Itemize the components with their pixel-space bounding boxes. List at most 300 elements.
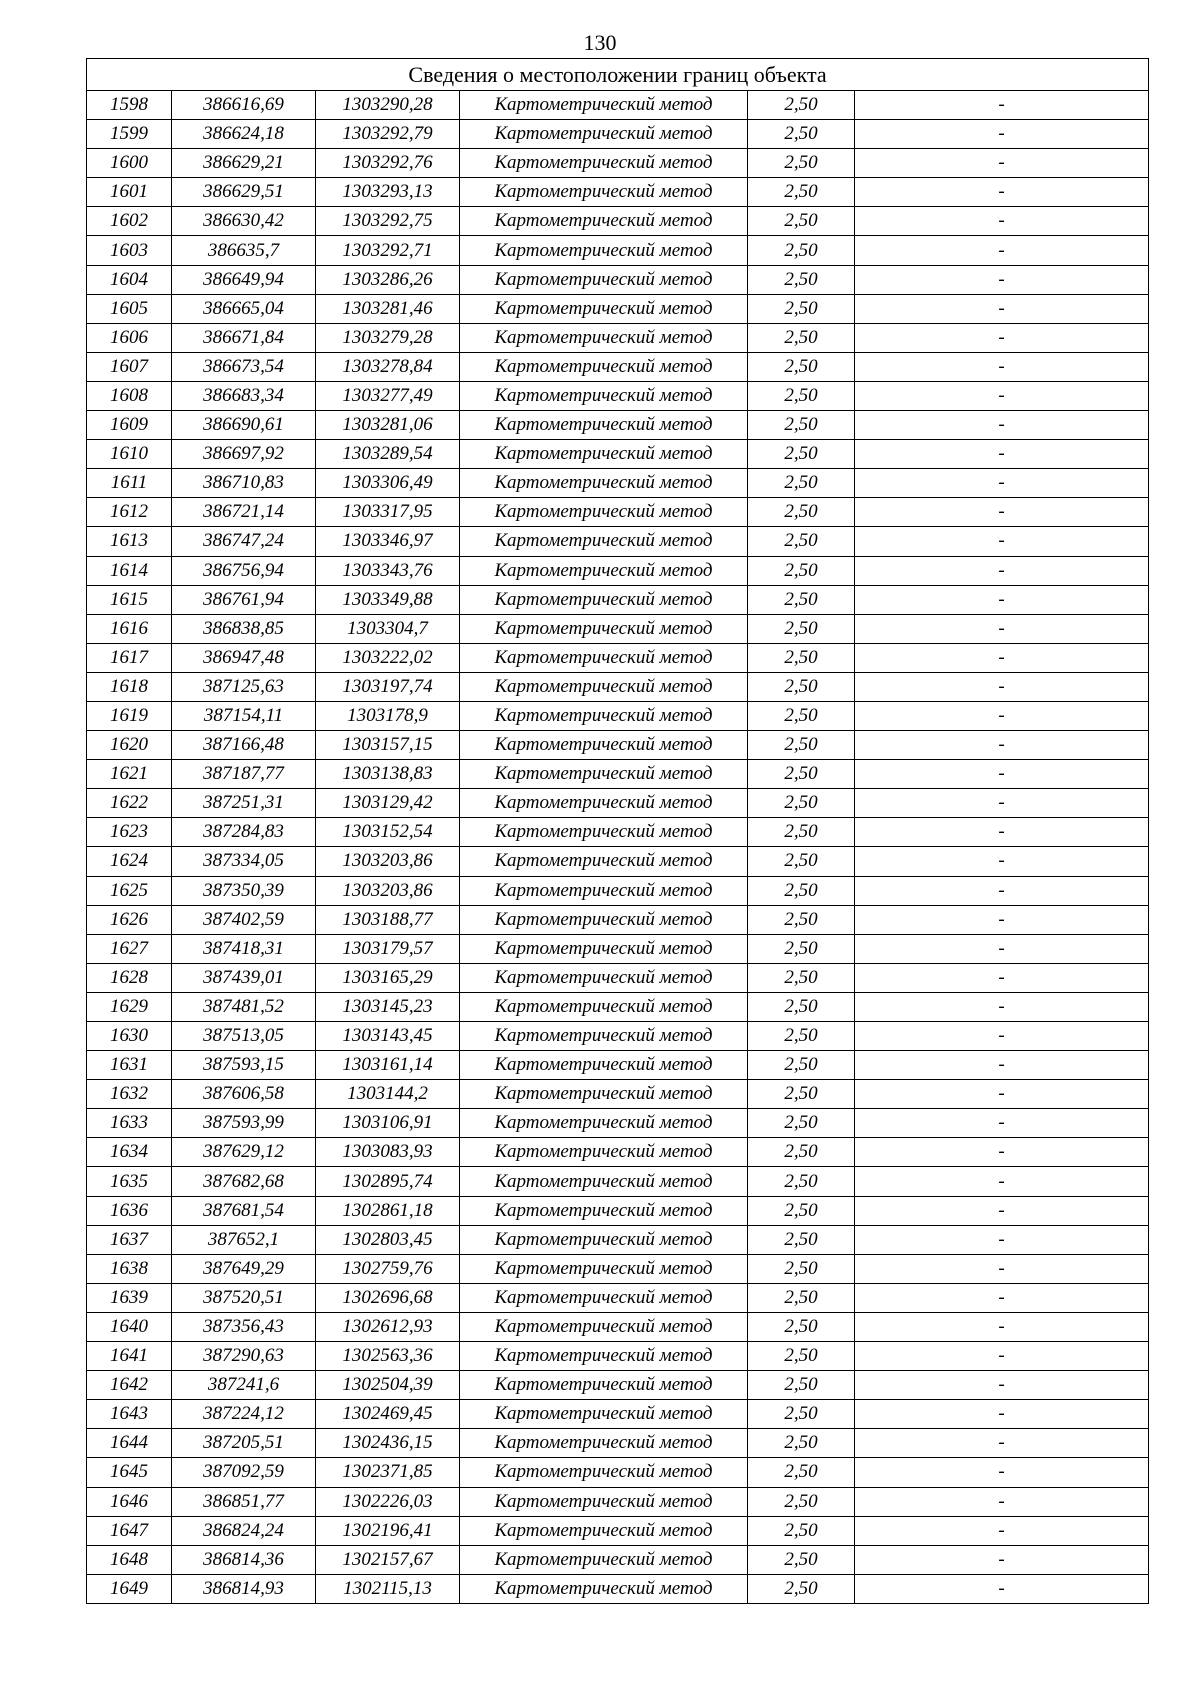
method-cell: Картометрический метод [460,498,748,527]
accuracy-cell: 2,50 [748,352,855,381]
table-row [87,381,1149,410]
method-cell: Картометрический метод [460,294,748,323]
description-cell: - [855,527,1149,556]
x-coordinate-cell: 387481,52 [172,992,316,1021]
method-cell: Картометрический метод [460,1487,748,1516]
x-coordinate-cell: 386673,54 [172,352,316,381]
method-cell: Картометрический метод [460,1458,748,1487]
description-cell: - [855,789,1149,818]
description-cell: - [855,672,1149,701]
method-cell: Картометрический метод [460,905,748,934]
method-cell: Картометрический метод [460,701,748,730]
table-title: Сведения о местоположении границ объекта [87,59,1149,91]
description-cell: - [855,381,1149,410]
point-number-cell: 1629 [87,992,172,1021]
y-coordinate-cell: 1302504,39 [316,1371,460,1400]
accuracy-cell: 2,50 [748,789,855,818]
table-row [87,1167,1149,1196]
accuracy-cell: 2,50 [748,178,855,207]
x-coordinate-cell: 387682,68 [172,1167,316,1196]
description-cell: - [855,1138,1149,1167]
table-row [87,934,1149,963]
y-coordinate-cell: 1303188,77 [316,905,460,934]
table-row [87,1312,1149,1341]
accuracy-cell: 2,50 [748,556,855,585]
x-coordinate-cell: 387334,05 [172,847,316,876]
method-cell: Картометрический метод [460,1429,748,1458]
x-coordinate-cell: 387154,11 [172,701,316,730]
x-coordinate-cell: 387513,05 [172,1022,316,1051]
y-coordinate-cell: 1303317,95 [316,498,460,527]
table-row [87,1487,1149,1516]
description-cell: - [855,1342,1149,1371]
x-coordinate-cell: 386624,18 [172,120,316,149]
table-row [87,963,1149,992]
method-cell: Картометрический метод [460,236,748,265]
boundary-coordinates-table [86,58,1149,1604]
y-coordinate-cell: 1302226,03 [316,1487,460,1516]
point-number-cell: 1633 [87,1109,172,1138]
table-row [87,992,1149,1021]
point-number-cell: 1627 [87,934,172,963]
x-coordinate-cell: 386635,7 [172,236,316,265]
x-coordinate-cell: 386721,14 [172,498,316,527]
table-row [87,1458,1149,1487]
table-row [87,352,1149,381]
y-coordinate-cell: 1302612,93 [316,1312,460,1341]
accuracy-cell: 2,50 [748,1516,855,1545]
y-coordinate-cell: 1302759,76 [316,1254,460,1283]
accuracy-cell: 2,50 [748,411,855,440]
x-coordinate-cell: 386629,51 [172,178,316,207]
x-coordinate-cell: 387593,15 [172,1051,316,1080]
table-row [87,1138,1149,1167]
method-cell: Картометрический метод [460,1342,748,1371]
point-number-cell: 1645 [87,1458,172,1487]
method-cell: Картометрический метод [460,1109,748,1138]
method-cell: Картометрический метод [460,1574,748,1603]
point-number-cell: 1639 [87,1283,172,1312]
point-number-cell: 1608 [87,381,172,410]
method-cell: Картометрический метод [460,1022,748,1051]
point-number-cell: 1625 [87,876,172,905]
accuracy-cell: 2,50 [748,527,855,556]
y-coordinate-cell: 1303278,84 [316,352,460,381]
accuracy-cell: 2,50 [748,643,855,672]
method-cell: Картометрический метод [460,1225,748,1254]
accuracy-cell: 2,50 [748,1429,855,1458]
x-coordinate-cell: 387241,6 [172,1371,316,1400]
table-title-row [87,59,1149,91]
x-coordinate-cell: 386851,77 [172,1487,316,1516]
y-coordinate-cell: 1303292,75 [316,207,460,236]
point-number-cell: 1643 [87,1400,172,1429]
x-coordinate-cell: 386683,34 [172,381,316,410]
table-row [87,614,1149,643]
accuracy-cell: 2,50 [748,265,855,294]
y-coordinate-cell: 1303203,86 [316,847,460,876]
table-row [87,236,1149,265]
accuracy-cell: 2,50 [748,905,855,934]
description-cell: - [855,265,1149,294]
table-row [87,91,1149,120]
y-coordinate-cell: 1303145,23 [316,992,460,1021]
accuracy-cell: 2,50 [748,1487,855,1516]
point-number-cell: 1634 [87,1138,172,1167]
description-cell: - [855,1051,1149,1080]
accuracy-cell: 2,50 [748,323,855,352]
method-cell: Картометрический метод [460,178,748,207]
description-cell: - [855,294,1149,323]
table-row [87,1400,1149,1429]
point-number-cell: 1620 [87,731,172,760]
point-number-cell: 1641 [87,1342,172,1371]
description-cell: - [855,207,1149,236]
point-number-cell: 1635 [87,1167,172,1196]
x-coordinate-cell: 386814,36 [172,1545,316,1574]
method-cell: Картометрический метод [460,120,748,149]
method-cell: Картометрический метод [460,992,748,1021]
point-number-cell: 1609 [87,411,172,440]
x-coordinate-cell: 386824,24 [172,1516,316,1545]
method-cell: Картометрический метод [460,440,748,469]
description-cell: - [855,1400,1149,1429]
table-row [87,556,1149,585]
y-coordinate-cell: 1302115,13 [316,1574,460,1603]
method-cell: Картометрический метод [460,1371,748,1400]
method-cell: Картометрический метод [460,1167,748,1196]
y-coordinate-cell: 1303197,74 [316,672,460,701]
y-coordinate-cell: 1303129,42 [316,789,460,818]
method-cell: Картометрический метод [460,352,748,381]
y-coordinate-cell: 1303152,54 [316,818,460,847]
description-cell: - [855,236,1149,265]
table-row [87,1371,1149,1400]
point-number-cell: 1604 [87,265,172,294]
x-coordinate-cell: 387652,1 [172,1225,316,1254]
y-coordinate-cell: 1303279,28 [316,323,460,352]
table-row [87,1109,1149,1138]
description-cell: - [855,323,1149,352]
x-coordinate-cell: 386710,83 [172,469,316,498]
y-coordinate-cell: 1303281,46 [316,294,460,323]
accuracy-cell: 2,50 [748,934,855,963]
x-coordinate-cell: 386629,21 [172,149,316,178]
y-coordinate-cell: 1303290,28 [316,91,460,120]
x-coordinate-cell: 387593,99 [172,1109,316,1138]
description-cell: - [855,731,1149,760]
table-row [87,1342,1149,1371]
table-row [87,120,1149,149]
description-cell: - [855,963,1149,992]
description-cell: - [855,760,1149,789]
x-coordinate-cell: 387649,29 [172,1254,316,1283]
table-row [87,440,1149,469]
accuracy-cell: 2,50 [748,1371,855,1400]
x-coordinate-cell: 387629,12 [172,1138,316,1167]
point-number-cell: 1619 [87,701,172,730]
table-row [87,585,1149,614]
point-number-cell: 1640 [87,1312,172,1341]
method-cell: Картометрический метод [460,207,748,236]
description-cell: - [855,1167,1149,1196]
table-row [87,876,1149,905]
x-coordinate-cell: 386747,24 [172,527,316,556]
method-cell: Картометрический метод [460,963,748,992]
table-row [87,731,1149,760]
x-coordinate-cell: 386838,85 [172,614,316,643]
point-number-cell: 1628 [87,963,172,992]
x-coordinate-cell: 386756,94 [172,556,316,585]
y-coordinate-cell: 1303138,83 [316,760,460,789]
description-cell: - [855,178,1149,207]
table-row [87,411,1149,440]
table-row [87,469,1149,498]
table-row [87,818,1149,847]
accuracy-cell: 2,50 [748,1400,855,1429]
description-cell: - [855,585,1149,614]
y-coordinate-cell: 1303083,93 [316,1138,460,1167]
method-cell: Картометрический метод [460,585,748,614]
point-number-cell: 1600 [87,149,172,178]
accuracy-cell: 2,50 [748,876,855,905]
accuracy-cell: 2,50 [748,1051,855,1080]
table-row [87,265,1149,294]
y-coordinate-cell: 1303178,9 [316,701,460,730]
y-coordinate-cell: 1303292,71 [316,236,460,265]
point-number-cell: 1636 [87,1196,172,1225]
x-coordinate-cell: 386671,84 [172,323,316,352]
y-coordinate-cell: 1303292,79 [316,120,460,149]
description-cell: - [855,556,1149,585]
x-coordinate-cell: 387606,58 [172,1080,316,1109]
point-number-cell: 1644 [87,1429,172,1458]
table-row [87,1196,1149,1225]
y-coordinate-cell: 1303281,06 [316,411,460,440]
y-coordinate-cell: 1303293,13 [316,178,460,207]
y-coordinate-cell: 1302436,15 [316,1429,460,1458]
description-cell: - [855,1109,1149,1138]
table-row [87,1283,1149,1312]
accuracy-cell: 2,50 [748,963,855,992]
method-cell: Картометрический метод [460,614,748,643]
table-row [87,789,1149,818]
description-cell: - [855,411,1149,440]
accuracy-cell: 2,50 [748,992,855,1021]
x-coordinate-cell: 387520,51 [172,1283,316,1312]
y-coordinate-cell: 1303343,76 [316,556,460,585]
table-row [87,701,1149,730]
description-cell: - [855,1312,1149,1341]
description-cell: - [855,1516,1149,1545]
description-cell: - [855,818,1149,847]
y-coordinate-cell: 1302803,45 [316,1225,460,1254]
table-row [87,323,1149,352]
method-cell: Картометрический метод [460,91,748,120]
table-row [87,1545,1149,1574]
accuracy-cell: 2,50 [748,1458,855,1487]
table-row [87,643,1149,672]
x-coordinate-cell: 387092,59 [172,1458,316,1487]
point-number-cell: 1646 [87,1487,172,1516]
accuracy-cell: 2,50 [748,1109,855,1138]
method-cell: Картометрический метод [460,265,748,294]
point-number-cell: 1649 [87,1574,172,1603]
method-cell: Картометрический метод [460,818,748,847]
description-cell: - [855,1487,1149,1516]
table-row [87,498,1149,527]
description-cell: - [855,1574,1149,1603]
method-cell: Картометрический метод [460,527,748,556]
description-cell: - [855,498,1149,527]
accuracy-cell: 2,50 [748,236,855,265]
method-cell: Картометрический метод [460,469,748,498]
accuracy-cell: 2,50 [748,498,855,527]
y-coordinate-cell: 1302895,74 [316,1167,460,1196]
table-row [87,207,1149,236]
y-coordinate-cell: 1303222,02 [316,643,460,672]
point-number-cell: 1613 [87,527,172,556]
method-cell: Картометрический метод [460,323,748,352]
point-number-cell: 1599 [87,120,172,149]
y-coordinate-cell: 1303346,97 [316,527,460,556]
accuracy-cell: 2,50 [748,381,855,410]
description-cell: - [855,1254,1149,1283]
table-row [87,1516,1149,1545]
description-cell: - [855,1283,1149,1312]
accuracy-cell: 2,50 [748,1342,855,1371]
point-number-cell: 1603 [87,236,172,265]
accuracy-cell: 2,50 [748,91,855,120]
method-cell: Картометрический метод [460,1138,748,1167]
method-cell: Картометрический метод [460,934,748,963]
point-number-cell: 1631 [87,1051,172,1080]
description-cell: - [855,352,1149,381]
point-number-cell: 1606 [87,323,172,352]
accuracy-cell: 2,50 [748,294,855,323]
x-coordinate-cell: 387681,54 [172,1196,316,1225]
method-cell: Картометрический метод [460,411,748,440]
accuracy-cell: 2,50 [748,818,855,847]
description-cell: - [855,120,1149,149]
description-cell: - [855,1022,1149,1051]
accuracy-cell: 2,50 [748,701,855,730]
method-cell: Картометрический метод [460,381,748,410]
table-row [87,1080,1149,1109]
description-cell: - [855,1080,1149,1109]
point-number-cell: 1648 [87,1545,172,1574]
method-cell: Картометрический метод [460,1196,748,1225]
accuracy-cell: 2,50 [748,149,855,178]
method-cell: Картометрический метод [460,643,748,672]
accuracy-cell: 2,50 [748,760,855,789]
x-coordinate-cell: 387125,63 [172,672,316,701]
table-row [87,527,1149,556]
description-cell: - [855,1545,1149,1574]
method-cell: Картометрический метод [460,1545,748,1574]
table-row [87,178,1149,207]
method-cell: Картометрический метод [460,1254,748,1283]
x-coordinate-cell: 387402,59 [172,905,316,934]
y-coordinate-cell: 1303106,91 [316,1109,460,1138]
point-number-cell: 1610 [87,440,172,469]
point-number-cell: 1616 [87,614,172,643]
y-coordinate-cell: 1303292,76 [316,149,460,178]
point-number-cell: 1623 [87,818,172,847]
x-coordinate-cell: 387284,83 [172,818,316,847]
method-cell: Картометрический метод [460,556,748,585]
x-coordinate-cell: 387439,01 [172,963,316,992]
accuracy-cell: 2,50 [748,1545,855,1574]
point-number-cell: 1621 [87,760,172,789]
accuracy-cell: 2,50 [748,1574,855,1603]
point-number-cell: 1637 [87,1225,172,1254]
table-row [87,1429,1149,1458]
method-cell: Картометрический метод [460,760,748,789]
accuracy-cell: 2,50 [748,1225,855,1254]
description-cell: - [855,992,1149,1021]
point-number-cell: 1626 [87,905,172,934]
y-coordinate-cell: 1303165,29 [316,963,460,992]
table-row [87,760,1149,789]
table-row [87,294,1149,323]
description-cell: - [855,905,1149,934]
description-cell: - [855,701,1149,730]
x-coordinate-cell: 387224,12 [172,1400,316,1429]
table-row [87,1254,1149,1283]
table-row [87,1022,1149,1051]
point-number-cell: 1607 [87,352,172,381]
accuracy-cell: 2,50 [748,1283,855,1312]
y-coordinate-cell: 1302696,68 [316,1283,460,1312]
description-cell: - [855,614,1149,643]
table-row [87,672,1149,701]
y-coordinate-cell: 1303144,2 [316,1080,460,1109]
description-cell: - [855,847,1149,876]
point-number-cell: 1618 [87,672,172,701]
method-cell: Картометрический метод [460,847,748,876]
description-cell: - [855,440,1149,469]
method-cell: Картометрический метод [460,1080,748,1109]
description-cell: - [855,1458,1149,1487]
x-coordinate-cell: 387290,63 [172,1342,316,1371]
description-cell: - [855,1429,1149,1458]
accuracy-cell: 2,50 [748,672,855,701]
y-coordinate-cell: 1303157,15 [316,731,460,760]
description-cell: - [855,876,1149,905]
y-coordinate-cell: 1302196,41 [316,1516,460,1545]
method-cell: Картометрический метод [460,149,748,178]
y-coordinate-cell: 1303179,57 [316,934,460,963]
y-coordinate-cell: 1303286,26 [316,265,460,294]
y-coordinate-cell: 1302563,36 [316,1342,460,1371]
accuracy-cell: 2,50 [748,1254,855,1283]
point-number-cell: 1630 [87,1022,172,1051]
accuracy-cell: 2,50 [748,585,855,614]
description-cell: - [855,1225,1149,1254]
description-cell: - [855,643,1149,672]
x-coordinate-cell: 387251,31 [172,789,316,818]
y-coordinate-cell: 1303203,86 [316,876,460,905]
y-coordinate-cell: 1303289,54 [316,440,460,469]
y-coordinate-cell: 1302469,45 [316,1400,460,1429]
accuracy-cell: 2,50 [748,1022,855,1051]
point-number-cell: 1642 [87,1371,172,1400]
x-coordinate-cell: 386616,69 [172,91,316,120]
y-coordinate-cell: 1303304,7 [316,614,460,643]
table-row [87,847,1149,876]
x-coordinate-cell: 387350,39 [172,876,316,905]
